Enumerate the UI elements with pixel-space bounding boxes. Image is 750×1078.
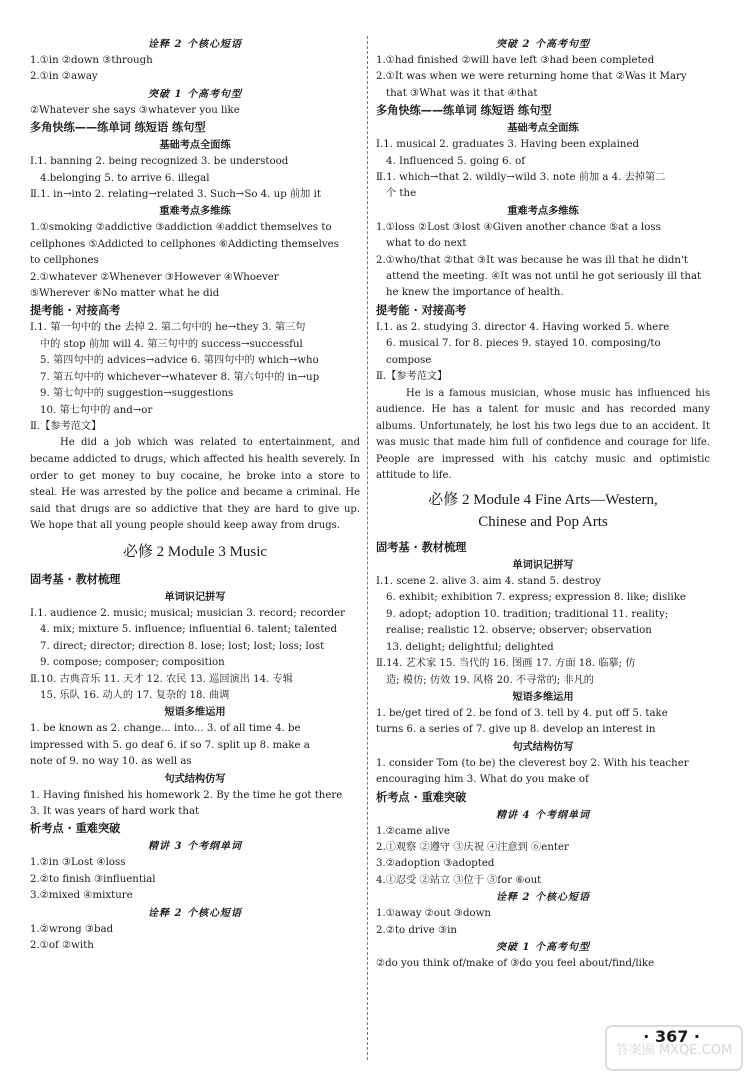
answer-line: 10. 第七句中的 and→or bbox=[40, 404, 153, 416]
answer-line: 个 the bbox=[386, 188, 417, 200]
page-number: · 367 · bbox=[643, 1027, 700, 1046]
answer-line: 4. mix; mixture 5. influence; influential 6. talent; talented bbox=[40, 624, 337, 636]
answer-line: 2.②to drive ③in bbox=[376, 924, 457, 936]
watermark-text: 答案圈 MXQE.COM bbox=[615, 1043, 733, 1058]
subheading: 突破 1 个高考句型 bbox=[496, 941, 590, 953]
answer-line: 7. 第五句中的 whichever→whatever 8. 第六句中的 in→up bbox=[40, 371, 320, 383]
answer-line: 1. Having finished his homework 2. By the time he got there bbox=[30, 789, 343, 801]
answer-line: 4.belonging 5. to arrive 6. illegal bbox=[40, 172, 210, 184]
answer-line: Ⅱ.1. in→into 2. relating→related 3. Such→So 4. up 前加 it bbox=[30, 189, 321, 201]
answer-line: 2.①观察 ②遵守 ③庆祝 ④注意到 ⑥enter bbox=[376, 841, 569, 853]
answer-line: Ⅰ.1. as 2. studying 3. director 4. Having worked 5. where bbox=[376, 321, 670, 333]
answer-line: cellphones ⑤Addicted to cellphones ⑥Addicting themselves bbox=[30, 238, 339, 250]
answer-line: encouraging him 3. What do you make of bbox=[376, 774, 589, 786]
answer-line: realise; realistic 12. observe; observer; observation bbox=[386, 625, 652, 637]
module-title: 必修 2 Module 3 Music bbox=[122, 543, 268, 560]
answer-line: Ⅱ.【参考范文】 bbox=[30, 420, 102, 432]
category-heading: 基础考点全面练 bbox=[507, 123, 579, 135]
answer-line: 1.①smoking ②addictive ③addiction ④addict themselves to bbox=[30, 222, 332, 234]
answer-line: 2.①who/that ②that ③It was because he was ill that he didn't bbox=[376, 254, 688, 266]
category-heading: 基础考点全面练 bbox=[159, 140, 231, 152]
answer-line: 中的 stop 前加 will 4. 第三句中的 success→successful bbox=[40, 338, 303, 350]
answer-line: 13. delight; delightful; delighted bbox=[386, 641, 554, 653]
answer-line: 7. direct; director; direction 8. lose; lost; lost; loss; lost bbox=[40, 640, 325, 652]
answer-line: 1. be known as 2. change... into... 3. of all time 4. be bbox=[30, 723, 301, 735]
section-heading: 析考点 · 重难突破 bbox=[376, 790, 467, 804]
answer-line: Ⅱ.1. which→that 2. wildly→wild 3. note 前加 a 4. 去掉第二 bbox=[376, 172, 666, 184]
module-title: 必修 2 Module 4 Fine Arts—Western, bbox=[428, 492, 658, 509]
answer-line: 1.②wrong ③bad bbox=[30, 923, 114, 935]
answer-line: 3.②mixed ④mixture bbox=[30, 890, 133, 902]
subheading: 诠释 2 个核心短语 bbox=[496, 892, 590, 904]
section-heading: 多角快练——练单词 练短语 练句型 bbox=[376, 104, 552, 118]
subheading: 诠释 2 个核心短语 bbox=[148, 39, 242, 50]
answer-line: turns 6. a series of 7. give up 8. develop an interest in bbox=[376, 724, 656, 736]
answer-line: 3. It was years of hard work that bbox=[30, 805, 200, 817]
answer-line: ②Whatever she says ③whatever you like bbox=[30, 104, 240, 116]
answer-line: attend the meeting. ④It was not until he got seriously ill that bbox=[386, 271, 702, 283]
answer-line: 6. musical 7. for 8. pieces 9. stayed 10. composing/to bbox=[386, 338, 661, 350]
answer-line: 1.①in ②down ③through bbox=[30, 55, 153, 66]
answer-line: what to do next bbox=[386, 238, 467, 250]
section-heading: 提考能 · 对接高考 bbox=[30, 304, 121, 318]
category-heading: 单词识记拼写 bbox=[164, 591, 226, 603]
category-heading: 短语多维运用 bbox=[164, 707, 226, 719]
reference-essay: He did a job which was related to entertainment, and became addicted to drugs, which affected his health severely. In order to get money to buy cocaine, he broke into a store to steal. He was arrested by the police and became a criminal. He said that drugs are so addictive that they are hard to give up. We hope that all young people should keep away from drugs. bbox=[30, 437, 360, 532]
answer-line: 6. exhibit; exhibition 7. express; expression 8. like; dislike bbox=[386, 592, 686, 604]
category-heading: 重难考点多维练 bbox=[507, 205, 579, 217]
answer-line: 2.①in ②away bbox=[30, 71, 98, 83]
answer-line: that ③What was it that ④that bbox=[386, 87, 538, 99]
subheading: 精讲 3 个考纲单词 bbox=[148, 841, 242, 853]
answer-line: 9. 第七句中的 suggestion→suggestions bbox=[40, 388, 234, 400]
answer-line: 1.①had finished ②will have left ③had been completed bbox=[376, 55, 655, 66]
section-heading: 析考点 · 重难突破 bbox=[30, 822, 121, 836]
answer-line: 15. 乐队 16. 动人的 17. 复杂的 18. 曲调 bbox=[40, 689, 230, 701]
category-heading: 句式结构仿写 bbox=[164, 773, 226, 785]
section-heading: 提考能 · 对接高考 bbox=[376, 303, 467, 317]
module-title: Chinese and Pop Arts bbox=[478, 514, 608, 531]
answer-line: 1.②came alive bbox=[376, 825, 450, 837]
answer-line: 5. 第四句中的 advices→advice 6. 第四句中的 which→who bbox=[40, 355, 319, 367]
category-heading: 句式结构仿写 bbox=[512, 741, 574, 753]
answer-line: ⑤Wherever ⑥No matter what he did bbox=[30, 288, 220, 300]
answer-line: Ⅰ.1. scene 2. alive 3. aim 4. stand 5. destroy bbox=[376, 576, 602, 588]
answer-line: compose bbox=[386, 354, 432, 366]
answer-line: 造; 模仿; 仿效 19. 风格 20. 不寻常的; 非凡的 bbox=[386, 674, 594, 686]
answer-line: to cellphones bbox=[30, 255, 99, 267]
section-heading: 多角快练——练单词 练短语 练句型 bbox=[30, 121, 206, 135]
answer-line: ②do you think of/make of ③do you feel about/find/like bbox=[376, 957, 655, 969]
section-heading: 固考基 · 教材梳理 bbox=[30, 572, 121, 586]
answer-line: 3.②adoption ③adopted bbox=[376, 858, 495, 870]
answer-line: Ⅱ.10. 古典音乐 11. 天才 12. 农民 13. 巡回演出 14. 专辑 bbox=[30, 673, 293, 685]
answer-line: 2.①of ②with bbox=[30, 939, 94, 951]
section-heading: 固考基 · 教材梳理 bbox=[376, 541, 467, 555]
answer-line: note of 9. no way 10. as well as bbox=[30, 756, 192, 768]
answer-line: impressed with 5. go deaf 6. if so 7. split up 8. make a bbox=[30, 739, 310, 751]
answer-line: 4. Influenced 5. going 6. of bbox=[386, 155, 526, 167]
answer-line: Ⅱ.【参考范文】 bbox=[376, 371, 448, 383]
answer-line: 2.①It was when we were returning home that ②Was it Mary bbox=[376, 71, 687, 83]
reference-essay: He is a famous musician, whose music has influenced his audience. He has a talent for music and has recorded many albums. Unfortunately, he lost his two legs due to an accident. It was music that made him full of confidence and courage for life. People are impressed with his catchy music and optimistic attitude to life. bbox=[376, 387, 710, 482]
category-heading: 短语多维运用 bbox=[512, 691, 574, 703]
answer-line: 1.①away ②out ③down bbox=[376, 908, 491, 920]
answer-line: Ⅰ.1. banning 2. being recognized 3. be understood bbox=[30, 156, 289, 168]
answer-line: he knew the importance of health. bbox=[386, 287, 564, 299]
left-column bbox=[30, 36, 360, 1060]
answer-line: Ⅰ.1. audience 2. music; musical; musician 3. record; recorder bbox=[30, 607, 345, 619]
answer-line: Ⅰ.1. 第一句中的 the 去掉 2. 第二句中的 he→they 3. 第三句 bbox=[30, 322, 306, 334]
category-heading: 重难考点多维练 bbox=[159, 206, 231, 218]
subheading: 诠释 2 个核心短语 bbox=[148, 907, 242, 919]
answer-line: Ⅱ.14. 艺术家 15. 当代的 16. 图画 17. 方面 18. 临摹; 仿 bbox=[376, 658, 636, 670]
category-heading: 单词识记拼写 bbox=[512, 560, 574, 572]
right-column bbox=[376, 36, 710, 1060]
answer-line: 1.①loss ②Lost ③lost ④Given another chance ⑤at a loss bbox=[376, 221, 661, 233]
subheading: 突破 1 个高考句型 bbox=[148, 88, 242, 100]
answer-line: 1. be/get tired of 2. be fond of 3. tell by 4. put off 5. take bbox=[376, 707, 668, 719]
answer-line: 4.①忍受 ②站立 ③位于 ⑤for ⑥out bbox=[376, 874, 542, 886]
subheading: 精讲 4 个考纲单词 bbox=[496, 809, 590, 821]
watermark-logo bbox=[604, 1022, 744, 1074]
answer-line: 9. adopt; adoption 10. tradition; traditional 11. reality; bbox=[386, 608, 669, 620]
answer-line: 2.①whatever ②Whenever ③However ④Whoever bbox=[30, 271, 279, 283]
answer-line: 2.②to finish ③influential bbox=[30, 873, 156, 885]
answer-line: Ⅰ.1. musical 2. graduates 3. Having been explained bbox=[376, 139, 639, 151]
answer-line: 1.②in ③Lost ④loss bbox=[30, 857, 126, 869]
subheading: 突破 2 个高考句型 bbox=[496, 39, 590, 50]
answer-line: 1. consider Tom (to be) the cleverest boy 2. With his teacher bbox=[376, 757, 689, 769]
column-divider bbox=[367, 36, 368, 1060]
answer-line: 9. compose; composer; composition bbox=[40, 657, 225, 669]
